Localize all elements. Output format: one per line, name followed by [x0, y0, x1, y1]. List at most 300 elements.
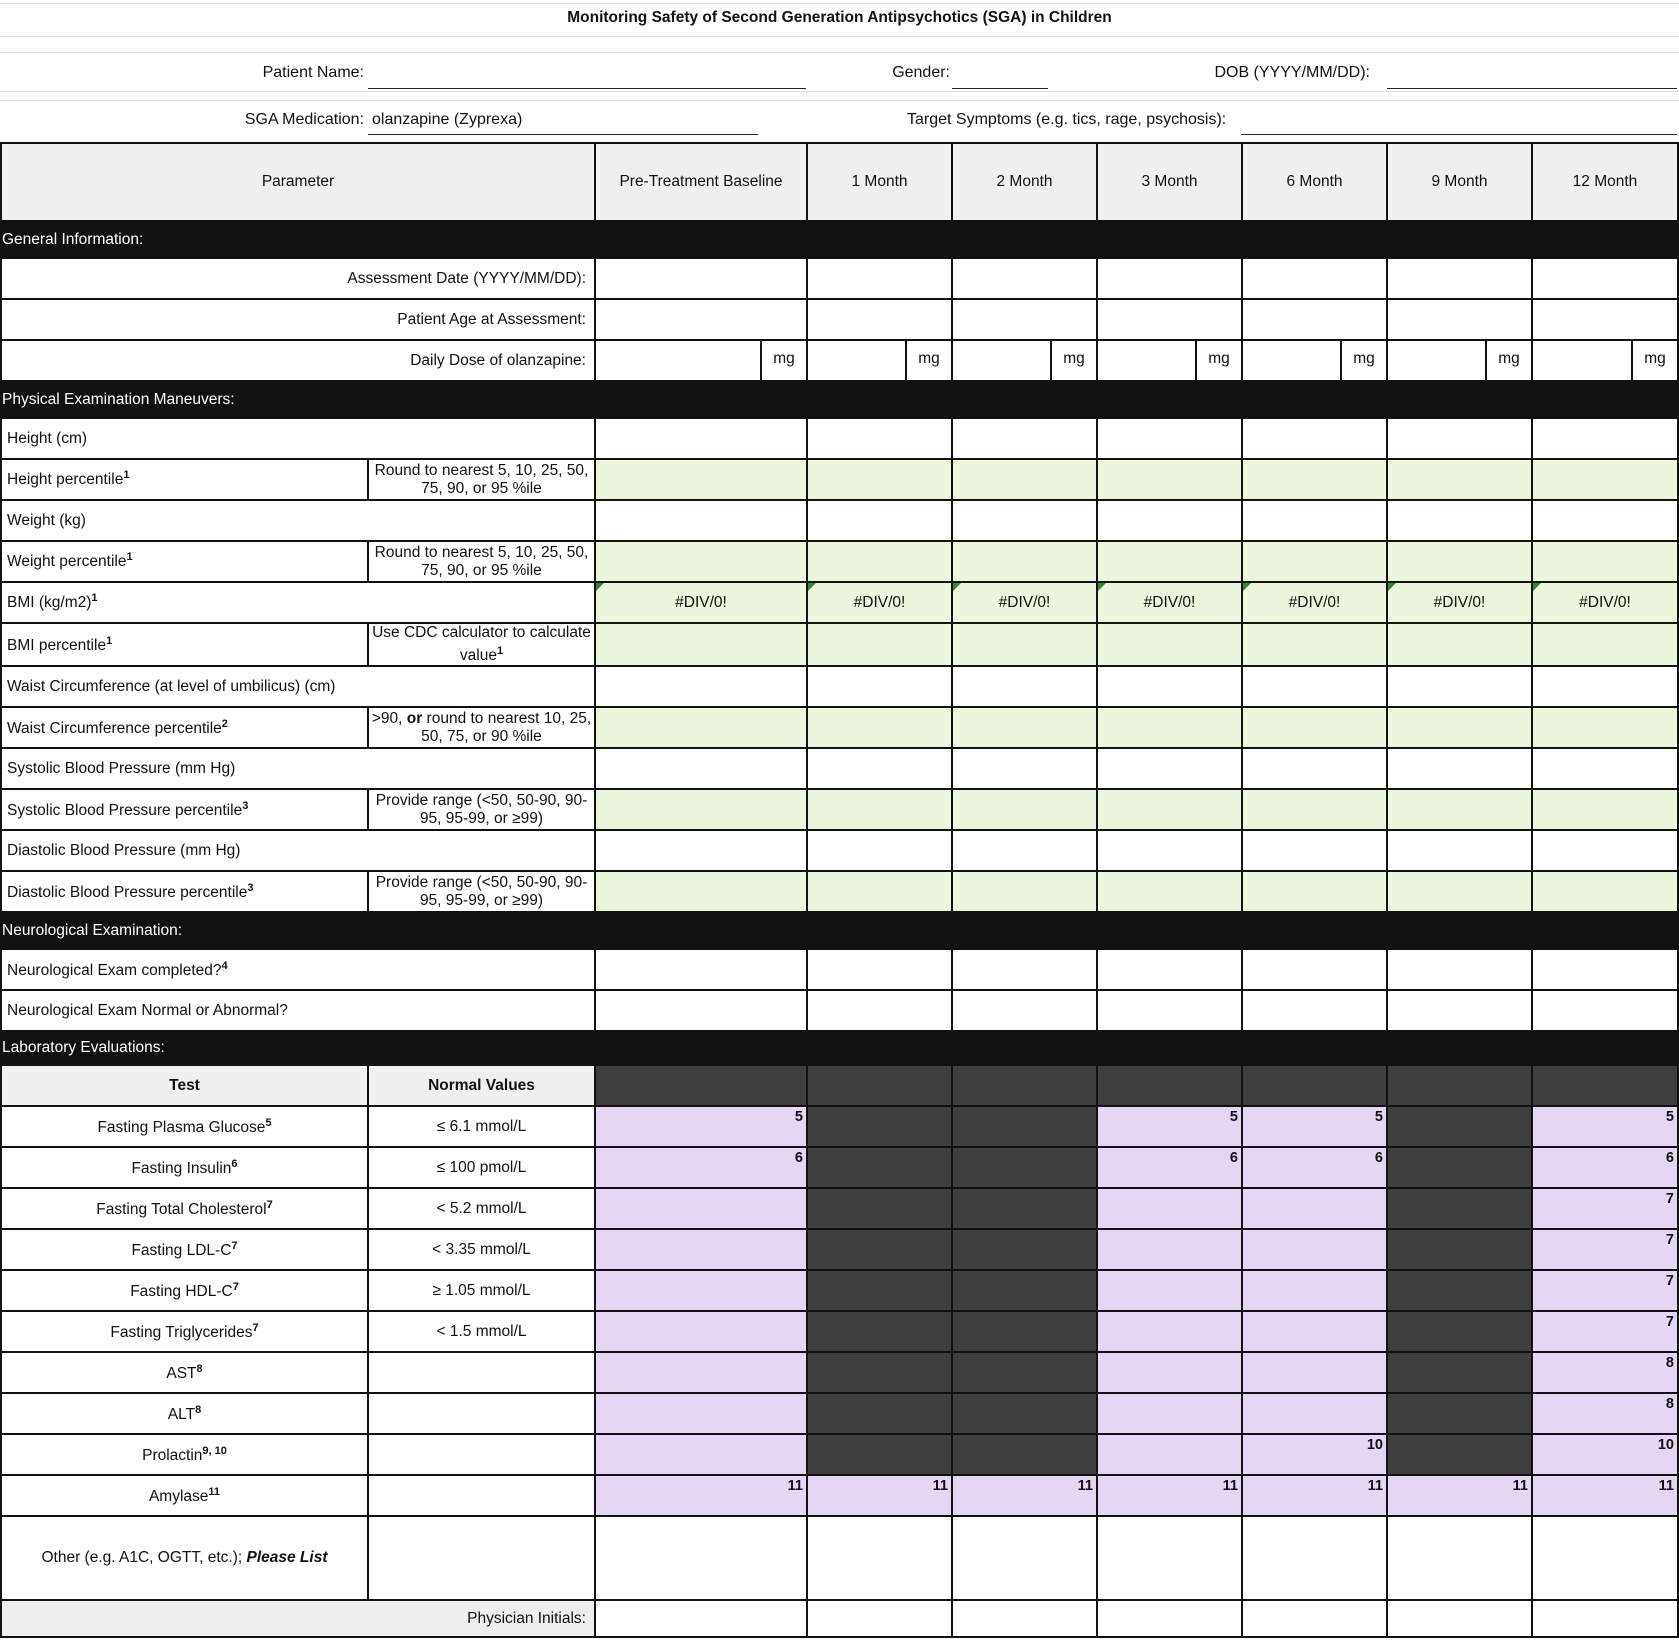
lab-result-cell[interactable] [1097, 1311, 1242, 1352]
data-cell[interactable] [1532, 299, 1678, 340]
lab-normal-value: < 3.35 mmol/L [368, 1229, 595, 1270]
data-cell[interactable] [807, 500, 952, 541]
data-cell[interactable] [595, 789, 807, 830]
data-cell[interactable] [1532, 830, 1678, 871]
lab-na-cell [807, 1352, 952, 1393]
dob-field[interactable] [1387, 88, 1677, 89]
table-row [1, 1516, 1678, 1600]
neuro-normal-label: Neurological Exam Normal or Abnormal? [1, 990, 595, 1031]
data-cell[interactable] [1242, 666, 1387, 707]
lab-test-label: Fasting Plasma Glucose$^5$ [1, 1106, 368, 1147]
lab-na-cell [807, 1311, 952, 1352]
lab-result-cell[interactable] [1242, 1393, 1387, 1434]
data-cell[interactable] [1242, 949, 1387, 990]
visit-header: 9 Month [1387, 143, 1532, 221]
dose-cell[interactable] [1242, 340, 1387, 381]
data-cell[interactable] [807, 789, 952, 830]
data-cell[interactable] [1097, 789, 1242, 830]
data-cell[interactable] [1242, 990, 1387, 1031]
unit-label: mg [905, 341, 951, 380]
table-row [1, 1600, 1678, 1637]
error-indicator-icon [1098, 583, 1106, 591]
lab-result-cell[interactable] [1242, 1147, 1387, 1188]
data-cell[interactable] [952, 418, 1097, 459]
data-cell[interactable] [595, 748, 807, 789]
data-cell[interactable] [807, 748, 952, 789]
data-cell[interactable] [1387, 500, 1532, 541]
lab-result-cell[interactable] [595, 1106, 807, 1147]
data-cell[interactable] [952, 459, 1097, 500]
data-cell[interactable] [1097, 990, 1242, 1031]
lab-result-cell[interactable] [1097, 1229, 1242, 1270]
lab-result-cell[interactable] [1242, 1106, 1387, 1147]
lab-row [1, 1393, 1678, 1434]
lab-result-cell[interactable] [1097, 1270, 1242, 1311]
data-cell[interactable] [595, 258, 807, 299]
lab-na-cell [952, 1188, 1097, 1229]
data-cell[interactable] [1532, 949, 1678, 990]
data-cell[interactable] [1242, 1516, 1387, 1600]
data-cell[interactable] [807, 707, 952, 748]
gridline [0, 52, 1679, 53]
data-cell[interactable] [1532, 1516, 1678, 1600]
sga-medication-value[interactable]: olanzapine (Zyprexa) [372, 111, 523, 128]
data-cell[interactable] [807, 949, 952, 990]
data-cell[interactable] [1242, 418, 1387, 459]
data-cell[interactable] [595, 541, 807, 582]
bmi-cell[interactable] [1097, 582, 1242, 623]
dose-cell[interactable] [1097, 340, 1242, 381]
unit-label: mg [1631, 341, 1677, 380]
lab-result-cell[interactable] [1532, 1475, 1678, 1516]
error-indicator-icon [1533, 583, 1541, 591]
footnote-mark: 11 [1367, 1478, 1383, 1495]
data-cell[interactable] [1242, 541, 1387, 582]
lab-result-cell[interactable] [595, 1352, 807, 1393]
data-cell[interactable] [952, 949, 1097, 990]
footnote-mark: 11 [1512, 1478, 1528, 1495]
lab-na-cell [1387, 1229, 1532, 1270]
visit-header: 2 Month [952, 143, 1097, 221]
data-cell[interactable] [952, 789, 1097, 830]
lab-na-cell [1387, 1147, 1532, 1188]
lab-result-cell[interactable] [1097, 1434, 1242, 1475]
data-cell[interactable] [1387, 1516, 1532, 1600]
lab-normal-value: < 5.2 mmol/L [368, 1188, 595, 1229]
section-lab-title: Laboratory Evaluations: [1, 1031, 1678, 1065]
data-cell[interactable] [595, 871, 807, 912]
data-cell[interactable] [952, 623, 1097, 666]
lab-result-cell[interactable] [1097, 1475, 1242, 1516]
data-cell[interactable] [595, 1600, 807, 1637]
data-cell[interactable] [1097, 299, 1242, 340]
lab-header-row [1, 1065, 1678, 1106]
data-cell[interactable] [1387, 707, 1532, 748]
bmi-error-value: #DIV/0! [1288, 593, 1341, 611]
data-cell[interactable] [1242, 830, 1387, 871]
lab-test-label: ALT$^8$ [1, 1393, 368, 1434]
lab-na-cell [952, 1393, 1097, 1434]
lab-na-cell [952, 1106, 1097, 1147]
lab-test-label: Fasting Triglycerides$^7$ [1, 1311, 368, 1352]
data-cell[interactable] [1097, 871, 1242, 912]
form-title: Monitoring Safety of Second Generation Antipsychotics (SGA) in Children [567, 9, 1112, 26]
footnote-mark: 7 [1665, 1314, 1674, 1331]
data-cell[interactable] [1097, 1516, 1242, 1600]
data-cell[interactable] [1242, 258, 1387, 299]
footnote-mark: 5 [1374, 1109, 1383, 1126]
error-indicator-icon [953, 583, 961, 591]
lab-normal-value: ≤ 6.1 mmol/L [368, 1106, 595, 1147]
data-cell[interactable] [595, 707, 807, 748]
data-cell[interactable] [1242, 299, 1387, 340]
data-cell[interactable] [1387, 748, 1532, 789]
lab-na-cell [807, 1106, 952, 1147]
visit-header: 1 Month [807, 143, 952, 221]
lab-test-label: Prolactin$^{9, 10}$ [1, 1434, 368, 1475]
data-cell[interactable] [1532, 871, 1678, 912]
patient-name-label: Patient Name: [262, 64, 364, 81]
footnote-mark: 8 [1665, 1355, 1674, 1372]
neuro-completed-label: Neurological Exam completed?$^4$ [1, 949, 595, 990]
data-cell[interactable] [1387, 623, 1532, 666]
lab-na-cell [952, 1147, 1097, 1188]
data-cell[interactable] [807, 299, 952, 340]
data-cell[interactable] [1387, 258, 1532, 299]
sga-medication-label: SGA Medication: [244, 111, 364, 128]
data-cell[interactable] [952, 500, 1097, 541]
lab-normal-value: ≥ 1.05 mmol/L [368, 1270, 595, 1311]
lab-result-cell[interactable] [1532, 1229, 1678, 1270]
bmi-error-value: #DIV/0! [1579, 593, 1631, 611]
data-cell[interactable] [1532, 623, 1678, 666]
lab-na-cell [952, 1434, 1097, 1475]
bmi-cell[interactable] [807, 582, 952, 623]
data-cell[interactable] [1532, 500, 1678, 541]
footnote-mark: 5 [1229, 1109, 1238, 1126]
data-cell[interactable] [595, 830, 807, 871]
data-cell[interactable] [1097, 666, 1242, 707]
dose-cell[interactable] [807, 340, 952, 381]
data-cell[interactable] [1387, 541, 1532, 582]
lab-result-cell[interactable] [1242, 1229, 1387, 1270]
data-cell[interactable] [1387, 871, 1532, 912]
target-symptoms-field[interactable] [1241, 134, 1677, 135]
lab-result-cell[interactable] [1532, 1147, 1678, 1188]
patient-age-label: Patient Age at Assessment: [1, 299, 595, 340]
unit-label: mg [1340, 341, 1386, 380]
lab-result-cell[interactable] [595, 1270, 807, 1311]
data-cell[interactable] [1242, 1600, 1387, 1637]
data-cell[interactable] [952, 707, 1097, 748]
data-cell[interactable] [952, 666, 1097, 707]
data-cell[interactable] [952, 1516, 1097, 1600]
data-cell[interactable] [1242, 871, 1387, 912]
lab-na-cell [807, 1393, 952, 1434]
table-row [1, 541, 1678, 582]
table-row [1, 748, 1678, 789]
footnote-mark: 5 [1665, 1109, 1674, 1126]
lab-na-cell [807, 1147, 952, 1188]
lab-result-cell[interactable] [1532, 1434, 1678, 1475]
table-row [1, 623, 1678, 666]
systolic-label: Systolic Blood Pressure (mm Hg) [1, 748, 595, 789]
waist-label: Waist Circumference (at level of umbilicus) (cm) [1, 666, 595, 707]
diastolic-percentile-label: Diastolic Blood Pressure percentile$^3$ [1, 871, 368, 912]
bmi-error-value: #DIV/0! [998, 593, 1051, 611]
section-general-title: General Information: [1, 221, 1678, 258]
data-cell[interactable] [1242, 500, 1387, 541]
table-row [1, 830, 1678, 871]
lab-result-cell[interactable] [807, 1475, 952, 1516]
data-cell[interactable] [1097, 541, 1242, 582]
data-cell[interactable] [1532, 541, 1678, 582]
data-cell[interactable] [1387, 459, 1532, 500]
diastolic-label: Diastolic Blood Pressure (mm Hg) [1, 830, 595, 871]
data-cell[interactable] [1097, 1600, 1242, 1637]
lab-result-cell[interactable] [1532, 1311, 1678, 1352]
data-cell[interactable] [595, 623, 807, 666]
lab-row [1, 1311, 1678, 1352]
bmi-cell[interactable] [1242, 582, 1387, 623]
lab-result-cell[interactable] [595, 1188, 807, 1229]
data-cell[interactable] [1097, 623, 1242, 666]
lab-result-cell[interactable] [595, 1311, 807, 1352]
data-cell[interactable] [807, 418, 952, 459]
lab-normal-value: ≤ 100 pmol/L [368, 1147, 595, 1188]
lab-result-cell[interactable] [595, 1434, 807, 1475]
data-cell[interactable] [807, 459, 952, 500]
error-indicator-icon [596, 583, 604, 591]
weight-percentile-note: Round to nearest 5, 10, 25, 50, 75, 90, or 95 %ile [368, 541, 595, 582]
lab-result-cell[interactable] [1242, 1311, 1387, 1352]
data-cell[interactable] [1387, 789, 1532, 830]
test-header: Test [1, 1065, 368, 1106]
lab-result-cell[interactable] [1532, 1393, 1678, 1434]
data-cell[interactable] [595, 418, 807, 459]
lab-test-label: Fasting HDL-$C^7$ [1, 1270, 368, 1311]
bmi-error-value: #DIV/0! [1143, 593, 1196, 611]
data-cell[interactable] [1097, 500, 1242, 541]
footnote-mark: 11 [787, 1478, 803, 1495]
lab-result-cell[interactable] [1387, 1475, 1532, 1516]
data-cell[interactable] [1097, 830, 1242, 871]
lab-na-cell [807, 1188, 952, 1229]
lab-result-cell[interactable] [1532, 1270, 1678, 1311]
footnote-mark: 11 [932, 1478, 948, 1495]
data-cell[interactable] [952, 258, 1097, 299]
lab-header-cell [595, 1065, 807, 1106]
footnote-mark: 10 [1366, 1437, 1383, 1454]
table-row [1, 459, 1678, 500]
parameter-header: Parameter [1, 143, 595, 221]
lab-row [1, 1188, 1678, 1229]
lab-result-cell[interactable] [595, 1393, 807, 1434]
bmi-cell[interactable] [952, 582, 1097, 623]
bmi-percentile-label: BMI percentile$^1$ [1, 623, 368, 666]
dose-cell[interactable] [1387, 340, 1532, 381]
height-percentile-note: Round to nearest 5, 10, 25, 50, 75, 90, or 95 %ile [368, 459, 595, 500]
lab-test-label: Fasting Total Cholesterol$^7$ [1, 1188, 368, 1229]
lab-result-cell[interactable] [595, 1475, 807, 1516]
lab-result-cell[interactable] [1532, 1352, 1678, 1393]
data-cell[interactable] [595, 949, 807, 990]
sga-medication-field[interactable] [368, 134, 758, 135]
data-cell[interactable] [1387, 990, 1532, 1031]
data-cell[interactable] [807, 871, 952, 912]
lab-test-label: Amylase$^{11}$ [1, 1475, 368, 1516]
table-row [1, 707, 1678, 748]
data-cell[interactable] [1532, 459, 1678, 500]
data-cell[interactable] [1242, 748, 1387, 789]
bmi-error-value: #DIV/0! [853, 593, 906, 611]
data-cell[interactable] [952, 1600, 1097, 1637]
data-cell[interactable] [952, 299, 1097, 340]
dose-cell[interactable] [952, 340, 1097, 381]
lab-result-cell[interactable] [1097, 1352, 1242, 1393]
data-cell[interactable] [1532, 418, 1678, 459]
lab-na-cell [1387, 1188, 1532, 1229]
bmi-percentile-note: Use CDC calculator to calculate value$^1$ [368, 623, 595, 666]
lab-header-cell [1532, 1065, 1678, 1106]
footnote-mark: 8 [1665, 1396, 1674, 1413]
data-cell[interactable] [807, 541, 952, 582]
waist-percentile-label: Waist Circumference percentile$^2$ [1, 707, 368, 748]
lab-result-cell[interactable] [595, 1147, 807, 1188]
lab-result-cell[interactable] [1242, 1270, 1387, 1311]
lab-result-cell[interactable] [1097, 1147, 1242, 1188]
lab-header-cell [807, 1065, 952, 1106]
diastolic-percentile-note: Provide range (<50, 50-90, 90-95, 95-99, or ≥99) [368, 871, 595, 912]
data-cell[interactable] [1097, 459, 1242, 500]
bmi-cell[interactable] [595, 582, 807, 623]
footnote-mark: 6 [1665, 1150, 1674, 1167]
data-cell[interactable] [368, 1516, 595, 1600]
data-cell[interactable] [1387, 666, 1532, 707]
data-cell[interactable] [1532, 789, 1678, 830]
lab-normal-value: < 1.5 mmol/L [368, 1311, 595, 1352]
dose-cell[interactable] [1532, 340, 1678, 381]
physician-initials-label: Physician Initials: [1, 1600, 595, 1637]
data-cell[interactable] [1532, 1600, 1678, 1637]
lab-normal-value [368, 1393, 595, 1434]
unit-label: mg [1050, 341, 1096, 380]
data-cell[interactable] [1387, 830, 1532, 871]
data-cell[interactable] [952, 748, 1097, 789]
data-cell[interactable] [807, 258, 952, 299]
data-cell[interactable] [1532, 666, 1678, 707]
data-cell[interactable] [595, 990, 807, 1031]
data-cell[interactable] [1097, 949, 1242, 990]
lab-result-cell[interactable] [595, 1229, 807, 1270]
section-neuro-title: Neurological Examination: [1, 912, 1678, 949]
bmi-error-value: #DIV/0! [675, 593, 727, 611]
data-cell[interactable] [595, 459, 807, 500]
lab-row [1, 1147, 1678, 1188]
daily-dose-label: Daily Dose of olanzapine: [1, 340, 595, 381]
lab-na-cell [952, 1311, 1097, 1352]
footnote-mark: 11 [1658, 1478, 1674, 1495]
data-cell[interactable] [807, 623, 952, 666]
height-percentile-label: Height percentile$^1$ [1, 459, 368, 500]
data-cell[interactable] [1097, 748, 1242, 789]
visit-header: 6 Month [1242, 143, 1387, 221]
monitoring-table [0, 142, 1679, 1638]
data-cell[interactable] [807, 1600, 952, 1637]
footnote-mark: 10 [1657, 1437, 1674, 1454]
data-cell[interactable] [1242, 459, 1387, 500]
table-row [1, 258, 1678, 299]
gridline [0, 91, 1679, 92]
data-cell[interactable] [595, 500, 807, 541]
lab-result-cell[interactable] [1242, 1434, 1387, 1475]
footnote-mark: 6 [1374, 1150, 1383, 1167]
data-cell[interactable] [807, 990, 952, 1031]
lab-result-cell[interactable] [1097, 1393, 1242, 1434]
data-cell[interactable] [952, 871, 1097, 912]
data-cell[interactable] [595, 666, 807, 707]
lab-result-cell[interactable] [1097, 1106, 1242, 1147]
patient-name-field[interactable] [368, 88, 806, 89]
footnote-mark: 7 [1665, 1191, 1674, 1208]
bmi-cell[interactable] [1387, 582, 1532, 623]
data-cell[interactable] [1532, 258, 1678, 299]
data-cell[interactable] [1097, 418, 1242, 459]
lab-result-cell[interactable] [1532, 1106, 1678, 1147]
table-row [1, 666, 1678, 707]
data-cell[interactable] [1387, 299, 1532, 340]
gridline [0, 100, 1679, 101]
data-cell[interactable] [1242, 789, 1387, 830]
data-cell[interactable] [1532, 707, 1678, 748]
data-cell[interactable] [1387, 1600, 1532, 1637]
data-cell[interactable] [807, 830, 952, 871]
data-cell[interactable] [1242, 623, 1387, 666]
lab-na-cell [1387, 1106, 1532, 1147]
lab-result-cell[interactable] [1242, 1188, 1387, 1229]
lab-result-cell[interactable] [952, 1475, 1097, 1516]
gender-field[interactable] [952, 88, 1048, 89]
gridline [0, 36, 1679, 37]
data-cell[interactable] [1387, 418, 1532, 459]
footnote-mark: 6 [794, 1150, 803, 1167]
data-cell[interactable] [595, 1516, 807, 1600]
data-cell[interactable] [807, 1516, 952, 1600]
lab-header-cell [1097, 1065, 1242, 1106]
bmi-cell[interactable] [1532, 582, 1678, 623]
lab-result-cell[interactable] [1242, 1352, 1387, 1393]
data-cell[interactable] [952, 830, 1097, 871]
data-cell[interactable] [1242, 707, 1387, 748]
lab-result-cell[interactable] [1242, 1475, 1387, 1516]
data-cell[interactable] [595, 299, 807, 340]
data-cell[interactable] [1532, 748, 1678, 789]
dose-cell[interactable] [595, 340, 807, 381]
data-cell[interactable] [1387, 949, 1532, 990]
lab-result-cell[interactable] [1532, 1188, 1678, 1229]
data-cell[interactable] [1532, 990, 1678, 1031]
systolic-percentile-label: Systolic Blood Pressure percentile$^3$ [1, 789, 368, 830]
data-cell[interactable] [1097, 707, 1242, 748]
footnote-mark: 11 [1222, 1478, 1238, 1495]
lab-na-cell [807, 1270, 952, 1311]
data-cell[interactable] [807, 666, 952, 707]
lab-result-cell[interactable] [1097, 1188, 1242, 1229]
data-cell[interactable] [952, 990, 1097, 1031]
footnote-mark: 5 [794, 1109, 803, 1126]
data-cell[interactable] [1097, 258, 1242, 299]
data-cell[interactable] [952, 541, 1097, 582]
